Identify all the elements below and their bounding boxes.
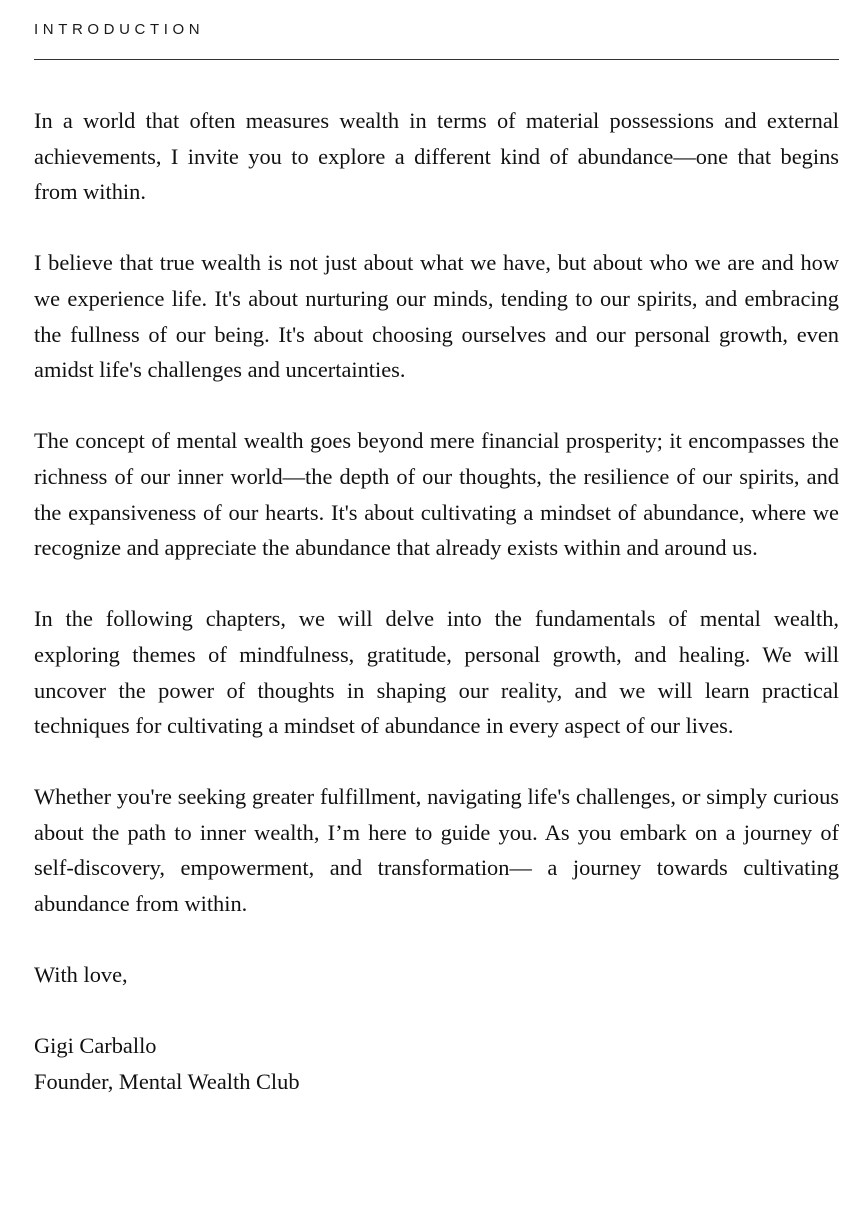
- paragraph-4: In the following chapters, we will delve into the fundamentals of mental wealth, exploring themes of mindfulness, gratitude, personal growth, and healing. We will uncover the power of thoughts in shaping our reality, and we will learn practical techniques for cultivating a mindset of abundance in every aspect of our lives.: [34, 606, 839, 739]
- heading-divider: [34, 59, 839, 60]
- paragraph-5: Whether you're seeking greater fulfillment, navigating life's challenges, or simply curious about the path to inner wealth, I’m here to guide you. As you embark on a journey of self-discovery, empowerment, and transformation— a journey towards cultivating abundance from within.: [34, 784, 839, 917]
- signature-block: [34, 1028, 839, 1099]
- signature-title: Founder, Mental Wealth Club: [34, 1069, 300, 1095]
- paragraph-1: In a world that often measures wealth in terms of material possessions and external achievements, I invite you to explore a different kind of abundance—one that begins from within.: [34, 108, 839, 205]
- section-heading: INTRODUCTION: [34, 21, 205, 38]
- signature-name: Gigi Carballo: [34, 1033, 157, 1059]
- document-body: [34, 103, 839, 1100]
- closing-salutation: With love,: [34, 962, 128, 988]
- paragraph-3: The concept of mental wealth goes beyond mere financial prosperity; it encompasses the richness of our inner world—the depth of our thoughts, the resilience of our spirits, and the expansiveness of our hearts. It's about cultivating a mindset of abundance, where we recognize and appreciate the abundance that already exists within and around us.: [34, 428, 839, 561]
- paragraph-2: I believe that true wealth is not just about what we have, but about who we are and how we experience life. It's about nurturing our minds, tending to our spirits, and embracing the fullness of our being. It's about choosing ourselves and our personal growth, even amidst life's challenges and uncertainties.: [34, 250, 839, 383]
